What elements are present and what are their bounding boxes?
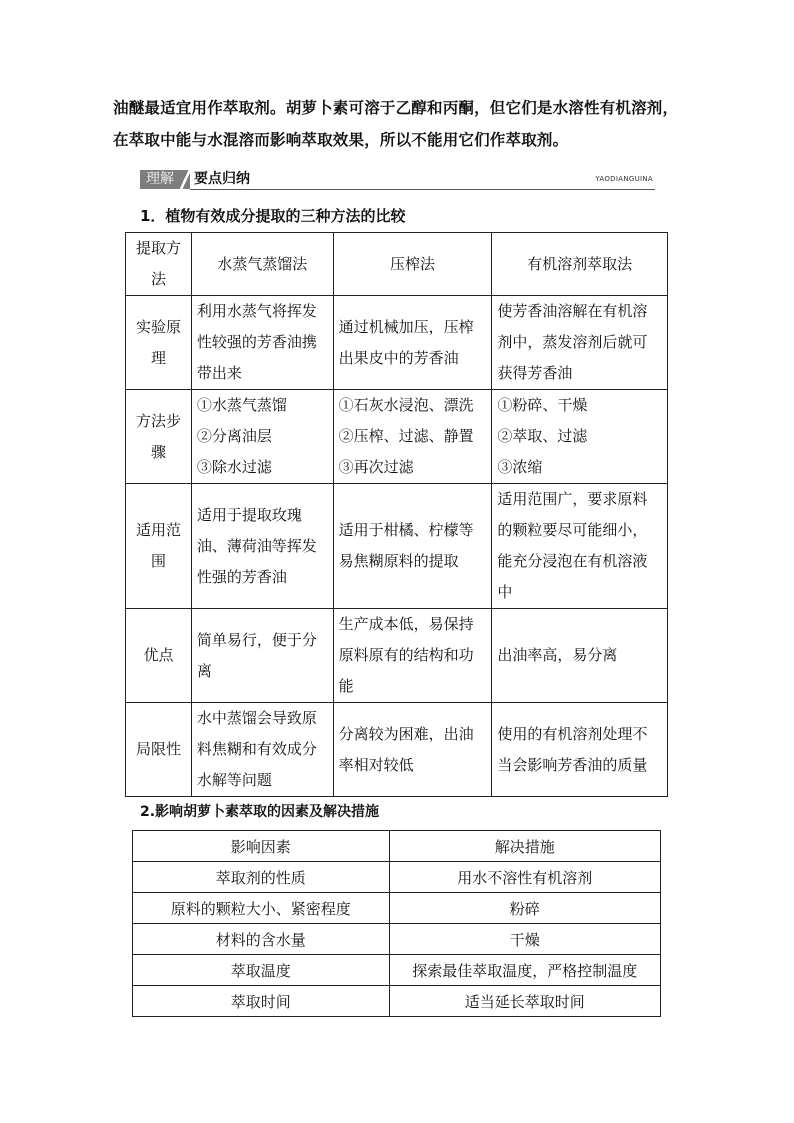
table-row [126, 296, 668, 390]
table-row [133, 955, 661, 986]
table-header-row [133, 831, 661, 862]
row-header-scope: 适用范围 [126, 484, 192, 609]
table-cell: 适用于提取玫瑰油、薄荷油等挥发性强的芳香油 [191, 484, 333, 609]
table-row [126, 609, 668, 703]
table-row [133, 862, 661, 893]
table-cell: 通过机械加压，压榨出果皮中的芳香油 [333, 296, 492, 390]
table-row [126, 703, 668, 797]
table-cell: 原料的颗粒大小、紧密程度 [133, 893, 390, 924]
table-cell: 简单易行，便于分离 [191, 609, 333, 703]
table-cell: 生产成本低，易保持原料原有的结构和功能 [333, 609, 492, 703]
table-cell: 适当延长萃取时间 [389, 986, 660, 1017]
header-cell-extraction-method: 提取方法 [126, 233, 192, 296]
heading-carotene-factors: 2.影响胡萝卜素萃取的因素及解决措施 [140, 804, 380, 820]
table-cell: 水中蒸馏会导致原料焦糊和有效成分水解等问题 [191, 703, 333, 797]
section-tag-slash-decoration [180, 170, 190, 189]
header-cell-solvent-extraction: 有机溶剂萃取法 [492, 233, 668, 296]
table-row [126, 390, 668, 484]
table-cell: 适用于柑橘、柠檬等易焦糊原料的提取 [333, 484, 492, 609]
header-cell-factor: 影响因素 [133, 831, 390, 862]
table-cell: 用水不溶性有机溶剂 [389, 862, 660, 893]
table-cell: 使用的有机溶剂处理不当会影响芳香油的质量 [492, 703, 668, 797]
table-cell: ①石灰水浸泡、漂洗 ②压榨、过滤、静置 ③再次过滤 [333, 390, 492, 484]
header-cell-pressing: 压榨法 [333, 233, 492, 296]
intro-line-2: 在萃取中能与水混溶而影响萃取效果，所以不能用它们作萃取剂。 [113, 131, 569, 149]
table-row [133, 893, 661, 924]
table-cell: ①粉碎、干燥 ②萃取、过滤 ③浓缩 [492, 390, 668, 484]
table-cell: 探索最佳萃取温度，严格控制温度 [389, 955, 660, 986]
table-header-row [126, 233, 668, 296]
table-row [126, 484, 668, 609]
intro-line-1: 油醚最适宜用作萃取剂。胡萝卜素可溶于乙醇和丙酮，但它们是水溶性有机溶剂， [113, 99, 679, 117]
section-pinyin-label: YAODIANGUINA [595, 175, 653, 183]
header-cell-measure: 解决措施 [389, 831, 660, 862]
table-cell: 利用水蒸气将挥发性较强的芳香油携带出来 [191, 296, 333, 390]
table-cell: 萃取时间 [133, 986, 390, 1017]
table-cell: 干燥 [389, 924, 660, 955]
carotene-factors-table [132, 830, 661, 1017]
row-header-steps: 方法步骤 [126, 390, 192, 484]
header-cell-steam-distillation: 水蒸气蒸馏法 [191, 233, 333, 296]
section-header [140, 170, 655, 190]
intro-paragraph [113, 92, 713, 156]
heading-method-comparison: 1．植物有效成分提取的三种方法的比较 [140, 207, 406, 225]
table-cell: 萃取温度 [133, 955, 390, 986]
section-title: 要点归纳 [194, 171, 250, 187]
row-header-principle: 实验原理 [126, 296, 192, 390]
table-cell: 粉碎 [389, 893, 660, 924]
table-cell: ①水蒸气蒸馏 ②分离油层 ③除水过滤 [191, 390, 333, 484]
table-cell: 适用范围广，要求原料的颗粒要尽可能细小，能充分浸泡在有机溶液中 [492, 484, 668, 609]
row-header-advantages: 优点 [126, 609, 192, 703]
table-cell: 材料的含水量 [133, 924, 390, 955]
table-cell: 出油率高，易分离 [492, 609, 668, 703]
table-cell: 萃取剂的性质 [133, 862, 390, 893]
row-header-limitations: 局限性 [126, 703, 192, 797]
section-tag: 理解 [140, 170, 180, 189]
table-cell: 分离较为困难，出油率相对较低 [333, 703, 492, 797]
table-row [133, 986, 661, 1017]
method-comparison-table [125, 232, 668, 797]
section-underline [190, 189, 655, 190]
table-row [133, 924, 661, 955]
table-cell: 使芳香油溶解在有机溶剂中，蒸发溶剂后就可获得芳香油 [492, 296, 668, 390]
